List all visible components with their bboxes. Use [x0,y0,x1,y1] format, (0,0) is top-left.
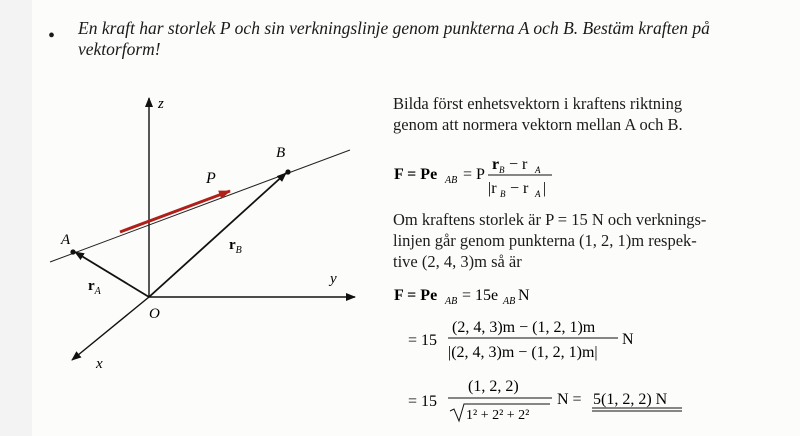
svg-text:r: r [492,156,500,173]
equation-result [390,374,690,434]
equation-unit-vector [390,150,590,202]
B-label: B [276,145,286,161]
final-answer: 5(1, 2, 2) N [593,391,668,408]
rA-label: $r_A$ [88,278,101,297]
force-P-arrow [120,191,230,232]
svg-text:AB: AB [445,175,458,186]
svg-text:− r: − r [510,180,529,197]
svg-text:N: N [518,287,530,304]
svg-text:B: B [499,165,505,175]
svg-text:F = Pe: F = Pe [394,287,438,304]
point-A [70,249,75,254]
svg-text:|: | [543,180,547,197]
given-line-2: linjen går genom punkterna (1, 2, 1)m respek- [393,231,697,250]
z-label: z [158,96,164,112]
given-line-1: Om kraftens storlek är P = 15 N och verknings- [393,210,707,229]
svg-text:= P: = P [463,166,485,183]
top-rule [500,0,690,6]
equation-substitution [390,312,650,366]
svg-text:|r: |r [488,180,497,197]
svg-text:(1, 2, 2): (1, 2, 2) [468,378,519,395]
svg-text:= 15: = 15 [408,393,438,410]
rB-label: $r_B$ [229,237,242,256]
given-line-3: tive (2, 4, 3)m så är [393,252,522,271]
svg-text:|(2, 4, 3)m − (1, 2, 1)m|: |(2, 4, 3)m − (1, 2, 1)m| [448,344,598,361]
svg-text:N: N [622,331,634,348]
equation-force [390,280,590,308]
P-label: P [206,170,216,187]
svg-text:A: A [535,165,541,175]
svg-text:= 15e: = 15e [462,287,499,304]
bullet-icon: • [48,25,56,47]
point-B [285,169,290,174]
svg-text:A: A [535,189,541,199]
line-of-action [50,150,350,262]
problem-heading: En kraft har storlek P och sin verkningslinje genom punkterna A och B. Bestäm kraften på vektorform! [78,18,710,59]
svg-text:− r: − r [509,156,528,173]
svg-text:B: B [500,189,506,199]
x-axis [72,297,149,360]
A-label: A [61,232,71,248]
intro-line-2: genom att normera vektorn mellan A och B. [393,115,683,134]
intro-line-1: Bilda först enhetsvektorn i kraftens riktning [393,94,683,113]
svg-text:AB: AB [503,296,516,307]
vector-figure [40,85,370,385]
svg-text:(2, 4, 3)m − (1, 2, 1)m: (2, 4, 3)m − (1, 2, 1)m [452,319,596,336]
origin-label: O [149,306,160,322]
svg-text:= 15: = 15 [408,332,438,349]
x-label: x [96,356,103,372]
svg-text:F = Pe: F = Pe [394,166,438,183]
rA-vector [75,252,149,297]
svg-text:AB: AB [445,296,458,307]
svg-text:N =: N = [557,391,582,408]
svg-text:1² + 2² + 2²: 1² + 2² + 2² [466,408,530,423]
rB-vector [149,173,286,297]
y-label: y [330,271,337,287]
